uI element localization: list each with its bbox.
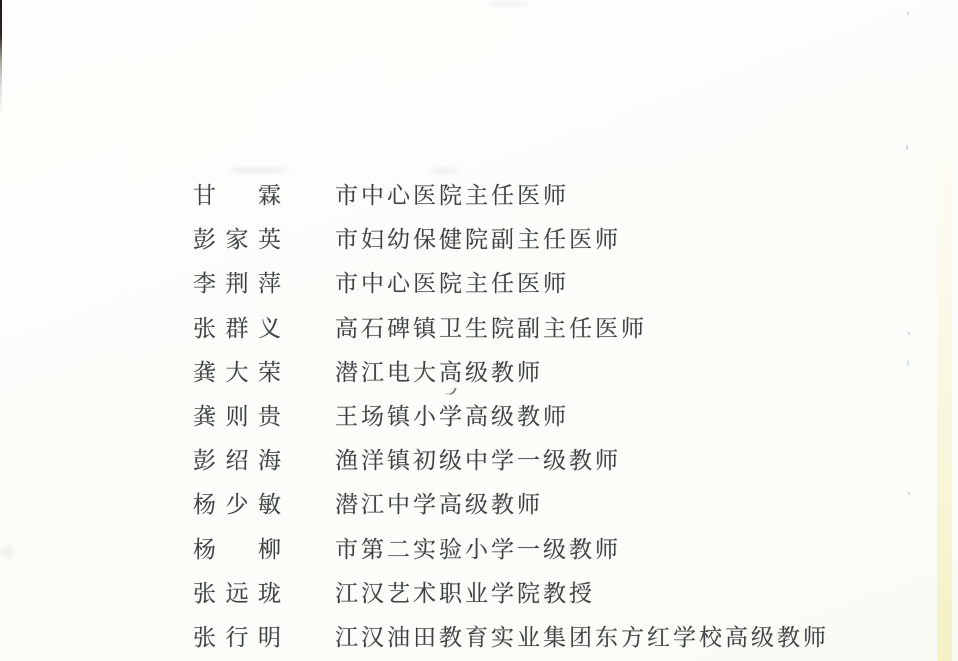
person-title: 江汉油田教育实业集团东方红学校高级教师 (335, 624, 829, 650)
person-name: 彭绍海 (193, 448, 281, 474)
person-name: 龚则贵 (193, 403, 281, 429)
person-title: 市中心医院主任医师 (335, 271, 569, 297)
person-name: 彭家英 (193, 227, 281, 253)
roster-row (193, 307, 893, 351)
roster-row (193, 616, 893, 660)
person-title: 市中心医院主任医师 (335, 183, 569, 208)
roster-row (193, 174, 893, 218)
roster-row (193, 262, 893, 306)
person-title: 渔洋镇初级中学一级教师 (335, 448, 621, 474)
person-title: 市第二实验小学一级教师 (335, 536, 621, 562)
scan-edge-artifact (0, 0, 2, 115)
roster-row (193, 572, 893, 616)
person-name: 甘霖 (193, 183, 281, 208)
scan-smudge (430, 168, 460, 173)
person-title: 高石碑镇卫生院副主任医师 (335, 315, 647, 341)
person-title: 江汉艺术职业学院教授 (335, 580, 595, 606)
person-title: 潜江电大高级教师 (335, 359, 543, 385)
person-name: 龚大荣 (193, 359, 281, 385)
person-name: 张群义 (193, 315, 281, 341)
person-title: 市妇幼保健院副主任医师 (335, 227, 621, 253)
person-name: 李荆萍 (193, 271, 281, 297)
award-roster-list (193, 174, 893, 660)
scan-speck (906, 145, 908, 150)
scan-speck (908, 492, 910, 495)
person-name: 杨少敏 (193, 492, 281, 518)
scan-speck (907, 12, 909, 15)
roster-row (193, 483, 893, 527)
roster-row (193, 395, 893, 439)
roster-row (193, 351, 893, 395)
scan-speck (907, 360, 909, 366)
person-title: 潜江中学高级教师 (335, 492, 543, 518)
person-title: 王场镇小学高级教师 (335, 403, 569, 429)
roster-row (193, 218, 893, 262)
person-name: 杨柳 (193, 536, 281, 562)
roster-row (193, 439, 893, 483)
scan-smudge (228, 167, 290, 173)
scan-smudge (488, 1, 530, 6)
scan-tint-strip (937, 120, 952, 661)
scan-smudge (0, 546, 14, 558)
person-name: 张行明 (193, 624, 281, 650)
person-name: 张远珑 (193, 580, 281, 606)
roster-row (193, 528, 893, 572)
scan-speck (908, 332, 910, 335)
